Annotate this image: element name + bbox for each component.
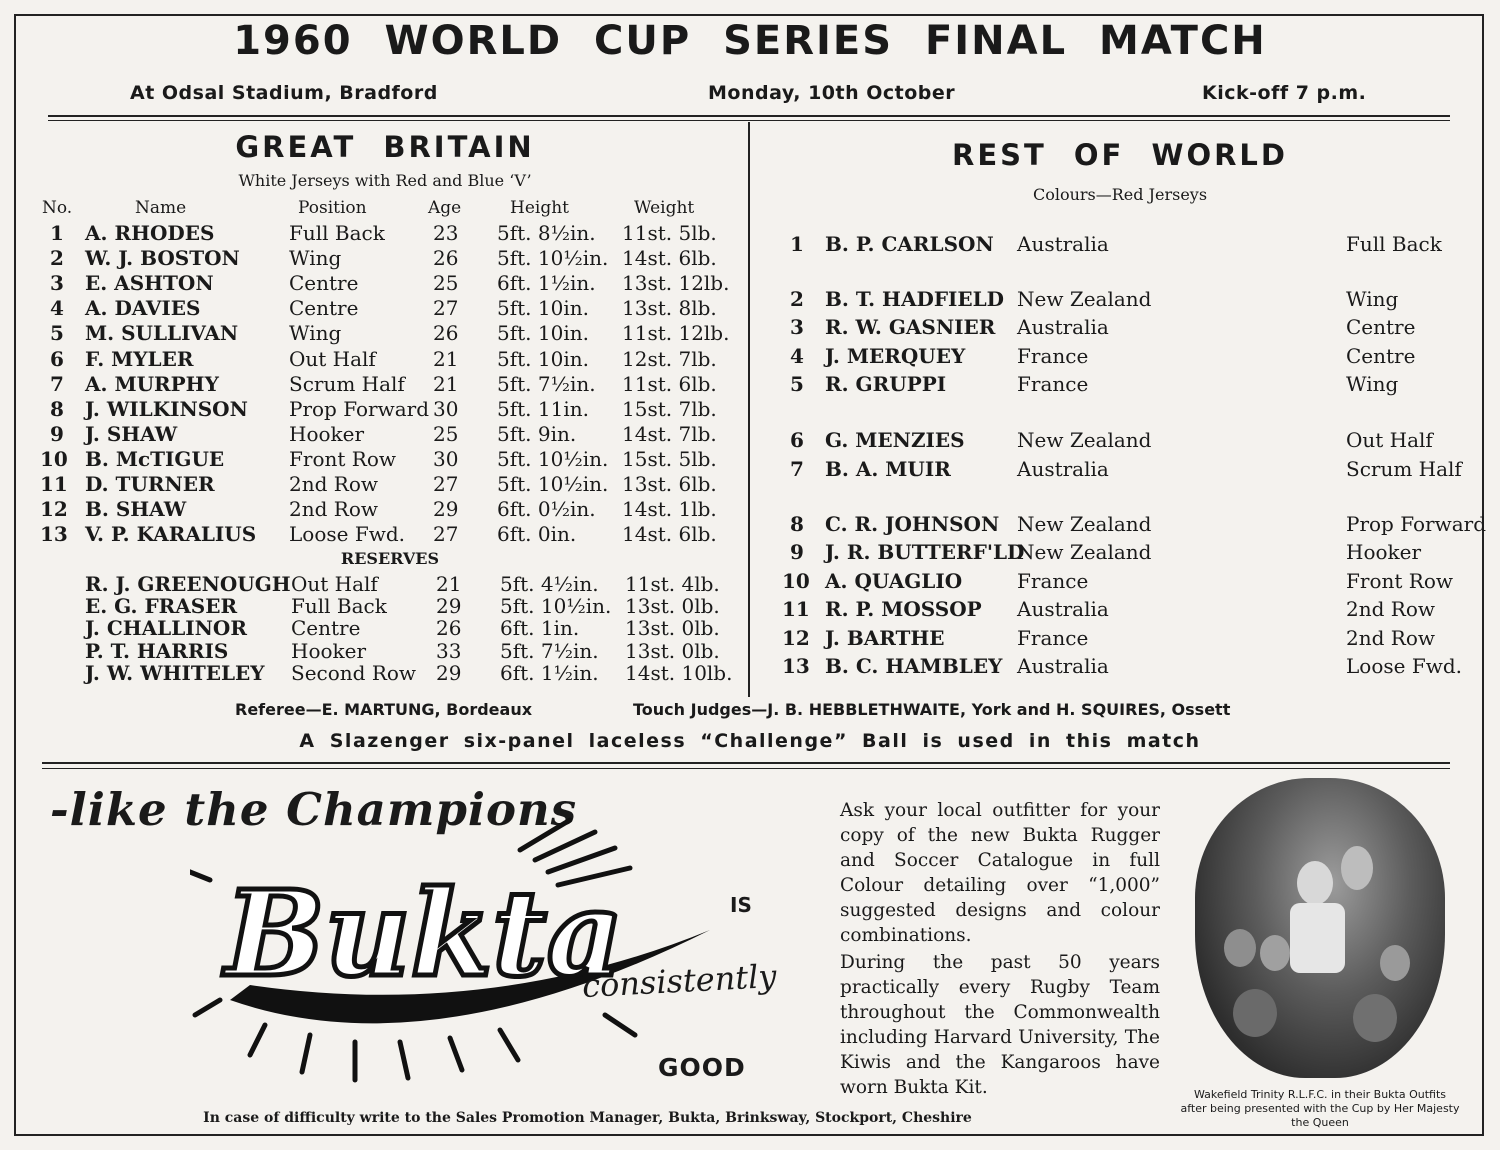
row-player-row — [0, 372, 1399, 400]
gb-player-age: 25 — [433, 421, 459, 446]
gb-player-age: 21 — [433, 371, 459, 396]
gb-player-position: Out Half — [289, 346, 376, 371]
row-player-country: France — [1017, 626, 1089, 650]
row-player-row — [0, 315, 1416, 346]
col-weight: Weight — [634, 198, 695, 218]
row-player-country: New Zealand — [1017, 540, 1152, 564]
date-text: Monday, 10th October — [708, 82, 956, 104]
row-player-no: 10 — [782, 569, 810, 593]
gb-player-position: Prop Forward — [289, 396, 430, 421]
gb-colours: White Jerseys with Red and Blue ‘V’ — [238, 171, 532, 190]
gb-reserve-position: Second Row — [291, 660, 417, 685]
referee-text: Referee—E. MARTUNG, Bordeaux — [235, 700, 533, 719]
row-colours: Colours—Red Jerseys — [1032, 185, 1208, 204]
gb-player-height: 5ft. 11in. — [497, 396, 589, 421]
gb-player-age: 27 — [433, 472, 459, 496]
gb-player-no: 1 — [50, 221, 64, 245]
gb-player-position: Wing — [289, 321, 342, 346]
team-photo — [1195, 778, 1445, 1078]
gb-player-height: 5ft. 10½in. — [497, 472, 609, 496]
ad-slogan: -like the Champions — [50, 783, 578, 836]
gb-player-no: 4 — [50, 296, 64, 321]
gb-reserve-age: 21 — [436, 572, 462, 596]
gb-player-age: 27 — [433, 296, 459, 321]
venue-text: At Odsal Stadium, Bradford — [130, 82, 438, 104]
gb-player-age: 26 — [433, 321, 459, 346]
row-player-country: Australia — [1017, 457, 1109, 481]
row-player-country: New Zealand — [1017, 287, 1152, 311]
gb-reserve-position: Hooker — [291, 638, 367, 663]
gb-reserve-age: 29 — [436, 594, 462, 619]
gb-reserve-name: R. J. GREENOUGH — [85, 572, 291, 596]
gb-player-position: Full Back — [289, 221, 385, 245]
gb-player-weight: 14st. 1lb. — [622, 497, 717, 522]
gb-player-name: B. McTIGUE — [85, 446, 225, 471]
row-player-no: 9 — [790, 540, 804, 564]
row-player-row — [0, 232, 1442, 260]
col-age: Age — [428, 198, 462, 218]
gb-reserve-weight: 13st. 0lb. — [625, 638, 720, 663]
gb-reserve-position: Out Half — [291, 572, 378, 596]
row-player-country: Australia — [1017, 654, 1109, 678]
gb-reserve-position: Full Back — [291, 594, 387, 619]
gb-player-no: 12 — [40, 497, 68, 522]
row-player-name: J. BARTHE — [825, 626, 945, 650]
gb-player-no: 2 — [50, 246, 64, 271]
gb-player-name: B. SHAW — [85, 497, 187, 522]
row-player-no: 4 — [790, 344, 804, 368]
team-divider — [748, 122, 750, 697]
gb-reserve-age: 33 — [436, 638, 462, 663]
gb-player-no: 3 — [50, 271, 64, 296]
gb-reserve-height: 5ft. 7½in. — [500, 638, 599, 663]
row-player-position: Wing — [1346, 287, 1399, 311]
gb-player-position: Wing — [289, 246, 342, 271]
gb-player-position: Loose Fwd. — [289, 522, 405, 547]
gb-player-age: 26 — [433, 246, 459, 271]
gb-player-height: 5ft. 7½in. — [497, 371, 596, 396]
col-height: Height — [510, 198, 569, 218]
gb-player-row — [0, 397, 740, 422]
row-player-country: New Zealand — [1017, 512, 1152, 536]
row-player-row — [0, 512, 1487, 540]
row-player-no: 2 — [790, 287, 804, 311]
gb-player-weight: 14st. 6lb. — [622, 246, 717, 271]
gb-player-position: Centre — [289, 271, 359, 296]
row-player-row — [0, 457, 1462, 485]
photo-caption: Wakefield Trinity R.L.F.C. in their Bukta Outfits after being presented with the Cup by Her Majesty the Queen — [1180, 1088, 1460, 1129]
row-player-no: 7 — [790, 457, 804, 481]
ad-divider — [42, 762, 1450, 764]
gb-player-weight: 12st. 7lb. — [622, 346, 717, 371]
gb-player-position: 2nd Row — [289, 497, 378, 522]
row-player-country: New Zealand — [1017, 428, 1152, 452]
row-player-no: 6 — [790, 428, 804, 452]
row-player-row — [0, 626, 1435, 654]
gb-reserve-height: 5ft. 4½in. — [500, 572, 599, 596]
row-player-position: Wing — [1346, 372, 1399, 396]
row-player-row — [0, 344, 1416, 372]
row-player-row — [0, 597, 1435, 625]
gb-reserve-height: 6ft. 1in. — [500, 616, 580, 641]
gb-player-name: F. MYLER — [85, 346, 194, 371]
row-player-no: 12 — [782, 626, 810, 650]
gb-player-name: E. ASHTON — [85, 271, 214, 296]
row-player-row — [0, 287, 1399, 315]
col-position: Position — [298, 198, 367, 218]
row-player-country: Australia — [1017, 232, 1109, 256]
gb-reserve-weight: 13st. 0lb. — [625, 594, 720, 619]
gb-player-weight: 14st. 6lb. — [622, 522, 717, 547]
header-divider-inner — [48, 120, 1450, 121]
col-no: No. — [42, 198, 73, 218]
gb-player-name: W. J. BOSTON — [85, 246, 240, 271]
row-player-country: France — [1017, 344, 1089, 368]
row-player-row — [0, 540, 1422, 568]
gb-player-height: 6ft. 1½in. — [497, 271, 596, 296]
gb-reserve-name: J. W. WHITELEY — [85, 660, 265, 685]
gb-reserve-age: 29 — [436, 660, 462, 685]
row-team-name: REST OF WORLD — [952, 138, 1288, 172]
row-player-position: 2nd Row — [1346, 597, 1435, 621]
gb-player-no: 13 — [40, 522, 68, 547]
gb-player-position: Hooker — [289, 421, 365, 446]
row-player-position: Front Row — [1346, 569, 1453, 593]
gb-player-age: 30 — [433, 446, 459, 471]
gb-player-no: 7 — [50, 371, 64, 396]
gb-player-name: J. SHAW — [85, 421, 178, 446]
gb-player-position: Front Row — [289, 446, 396, 471]
row-player-position: Centre — [1346, 315, 1416, 339]
row-player-no: 5 — [790, 372, 804, 396]
row-player-country: France — [1017, 372, 1089, 396]
gb-player-name: A. DAVIES — [85, 296, 201, 321]
gb-reserve-name: P. T. HARRIS — [85, 638, 229, 663]
row-player-country: Australia — [1017, 315, 1109, 339]
gb-player-no: 9 — [50, 421, 64, 446]
ad-paragraph-history: During the past 50 years practically every Rugby Team throughout the Commonwealth including Harvard University, The Kiwis and the Kangaroos have worn Bukta Kit. — [840, 952, 1160, 1098]
row-player-name: G. MENZIES — [825, 428, 965, 452]
gb-player-height: 5ft. 10½in. — [497, 446, 609, 471]
gb-player-position: Centre — [289, 296, 359, 321]
gb-player-height: 5ft. 10in. — [497, 321, 589, 346]
gb-reserve-weight: 13st. 0lb. — [625, 616, 720, 641]
kickoff-text: Kick-off 7 p.m. — [1202, 82, 1367, 104]
gb-player-age: 30 — [433, 396, 459, 421]
gb-player-height: 5ft. 10½in. — [497, 246, 609, 271]
row-player-country: Australia — [1017, 597, 1109, 621]
row-player-row — [0, 428, 1433, 456]
ad-paragraph-catalogue: Ask your local outfitter for your copy of the new Bukta Rugger and Soccer Catalogue in full Colour detailing over “1,000” suggested designs and colour combinations. — [840, 800, 1160, 946]
row-player-name: B. P. CARLSON — [825, 232, 994, 256]
gb-player-height: 6ft. 0in. — [497, 522, 577, 547]
gb-player-age: 25 — [433, 271, 459, 296]
gb-reserve-height: 5ft. 10½in. — [500, 594, 612, 619]
gb-reserve-name: E. G. FRASER — [85, 594, 238, 619]
gb-player-position: Scrum Half — [289, 371, 405, 396]
gb-player-name: M. SULLIVAN — [85, 321, 239, 346]
col-name: Name — [135, 198, 187, 218]
row-player-no: 11 — [782, 597, 810, 621]
gb-player-weight: 11st. 5lb. — [622, 221, 717, 245]
ad-divider-inner — [42, 768, 1450, 769]
gb-reserve-age: 26 — [436, 616, 462, 641]
ad-good: GOOD — [658, 1053, 746, 1082]
row-player-row — [0, 569, 1453, 597]
gb-player-no: 10 — [40, 446, 68, 471]
gb-player-name: D. TURNER — [85, 472, 215, 496]
ball-line: A Slazenger six-panel laceless “Challenge” Ball is used in this match — [299, 730, 1201, 752]
ad-is: IS — [730, 893, 752, 917]
row-player-position: Full Back — [1346, 232, 1442, 256]
gb-reserve-name: J. CHALLINOR — [85, 616, 247, 641]
row-player-name: A. QUAGLIO — [825, 569, 963, 593]
reserves-heading: RESERVES — [340, 549, 440, 568]
gb-reserve-height: 6ft. 1½in. — [500, 660, 599, 685]
gb-player-no: 8 — [50, 396, 64, 421]
gb-team-name: GREAT BRITAIN — [235, 130, 535, 164]
gb-player-name: A. RHODES — [85, 221, 215, 245]
brand-text: Bukta — [225, 864, 624, 1003]
row-player-name: R. GRUPPI — [825, 372, 947, 396]
gb-player-height: 5ft. 8½in. — [497, 221, 596, 245]
header-divider — [48, 115, 1450, 117]
gb-player-no: 6 — [50, 346, 64, 371]
gb-player-weight: 11st. 6lb. — [622, 371, 717, 396]
gb-player-height: 5ft. 10in. — [497, 346, 589, 371]
gb-player-name: J. WILKINSON — [85, 396, 248, 421]
gb-player-height: 6ft. 0½in. — [497, 497, 596, 522]
ad-consistently: consistently — [581, 956, 778, 1006]
photo-silhouettes — [1195, 778, 1445, 1078]
row-player-position: Centre — [1346, 344, 1416, 368]
row-player-no: 3 — [790, 315, 804, 339]
gb-player-weight: 15st. 7lb. — [622, 396, 717, 421]
gb-player-weight: 13st. 6lb. — [622, 472, 717, 496]
row-player-name: J. MERQUEY — [825, 344, 966, 368]
gb-player-no: 11 — [40, 472, 68, 496]
row-player-no: 8 — [790, 512, 804, 536]
row-player-no: 13 — [782, 654, 810, 678]
row-player-position: Scrum Half — [1346, 457, 1462, 481]
row-player-name: B. A. MUIR — [825, 457, 951, 481]
gb-reserve-position: Centre — [291, 616, 361, 641]
gb-player-name: A. MURPHY — [85, 371, 219, 396]
gb-player-no: 5 — [50, 321, 64, 346]
gb-player-age: 21 — [433, 346, 459, 371]
row-player-row — [0, 654, 1462, 682]
gb-player-age: 27 — [433, 522, 459, 547]
gb-player-height: 5ft. 10in. — [497, 296, 589, 321]
row-player-name: C. R. JOHNSON — [825, 512, 1000, 536]
row-player-no: 1 — [790, 232, 804, 256]
row-player-position: 2nd Row — [1346, 626, 1435, 650]
row-player-name: J. R. BUTTERF'LD — [825, 540, 1025, 564]
gb-player-position: 2nd Row — [289, 472, 378, 496]
row-player-position: Prop Forward — [1346, 512, 1487, 536]
row-player-position: Out Half — [1346, 428, 1433, 452]
gb-player-height: 5ft. 9in. — [497, 421, 577, 446]
gb-player-age: 29 — [433, 497, 459, 522]
page-title: 1960 WORLD CUP SERIES FINAL MATCH — [233, 18, 1267, 64]
row-player-name: B. C. HAMBLEY — [825, 654, 1003, 678]
row-player-name: B. T. HADFIELD — [825, 287, 1005, 311]
gb-player-weight: 13st. 8lb. — [622, 296, 717, 321]
touch-judges-text: Touch Judges—J. B. HEBBLETHWAITE, York and H. SQUIRES, Ossett — [633, 700, 1231, 719]
gb-player-name: V. P. KARALIUS — [85, 522, 257, 547]
gb-player-weight: 13st. 12lb. — [622, 271, 730, 296]
gb-player-weight: 15st. 5lb. — [622, 446, 717, 471]
row-player-position: Hooker — [1346, 540, 1422, 564]
gb-reserve-weight: 11st. 4lb. — [625, 572, 720, 596]
bukta-logo — [190, 810, 750, 1090]
row-player-name: R. P. MOSSOP — [825, 597, 982, 621]
gb-player-weight: 14st. 7lb. — [622, 421, 717, 446]
gb-reserve-weight: 14st. 10lb. — [625, 660, 733, 685]
row-player-country: France — [1017, 569, 1089, 593]
row-player-name: R. W. GASNIER — [825, 315, 996, 339]
gb-player-weight: 11st. 12lb. — [622, 321, 730, 346]
contact-footer: In case of difficulty write to the Sales Promotion Manager, Bukta, Brinksway, Stockport, Cheshire — [203, 1110, 972, 1126]
row-player-position: Loose Fwd. — [1346, 654, 1462, 678]
gb-player-age: 23 — [433, 221, 459, 245]
